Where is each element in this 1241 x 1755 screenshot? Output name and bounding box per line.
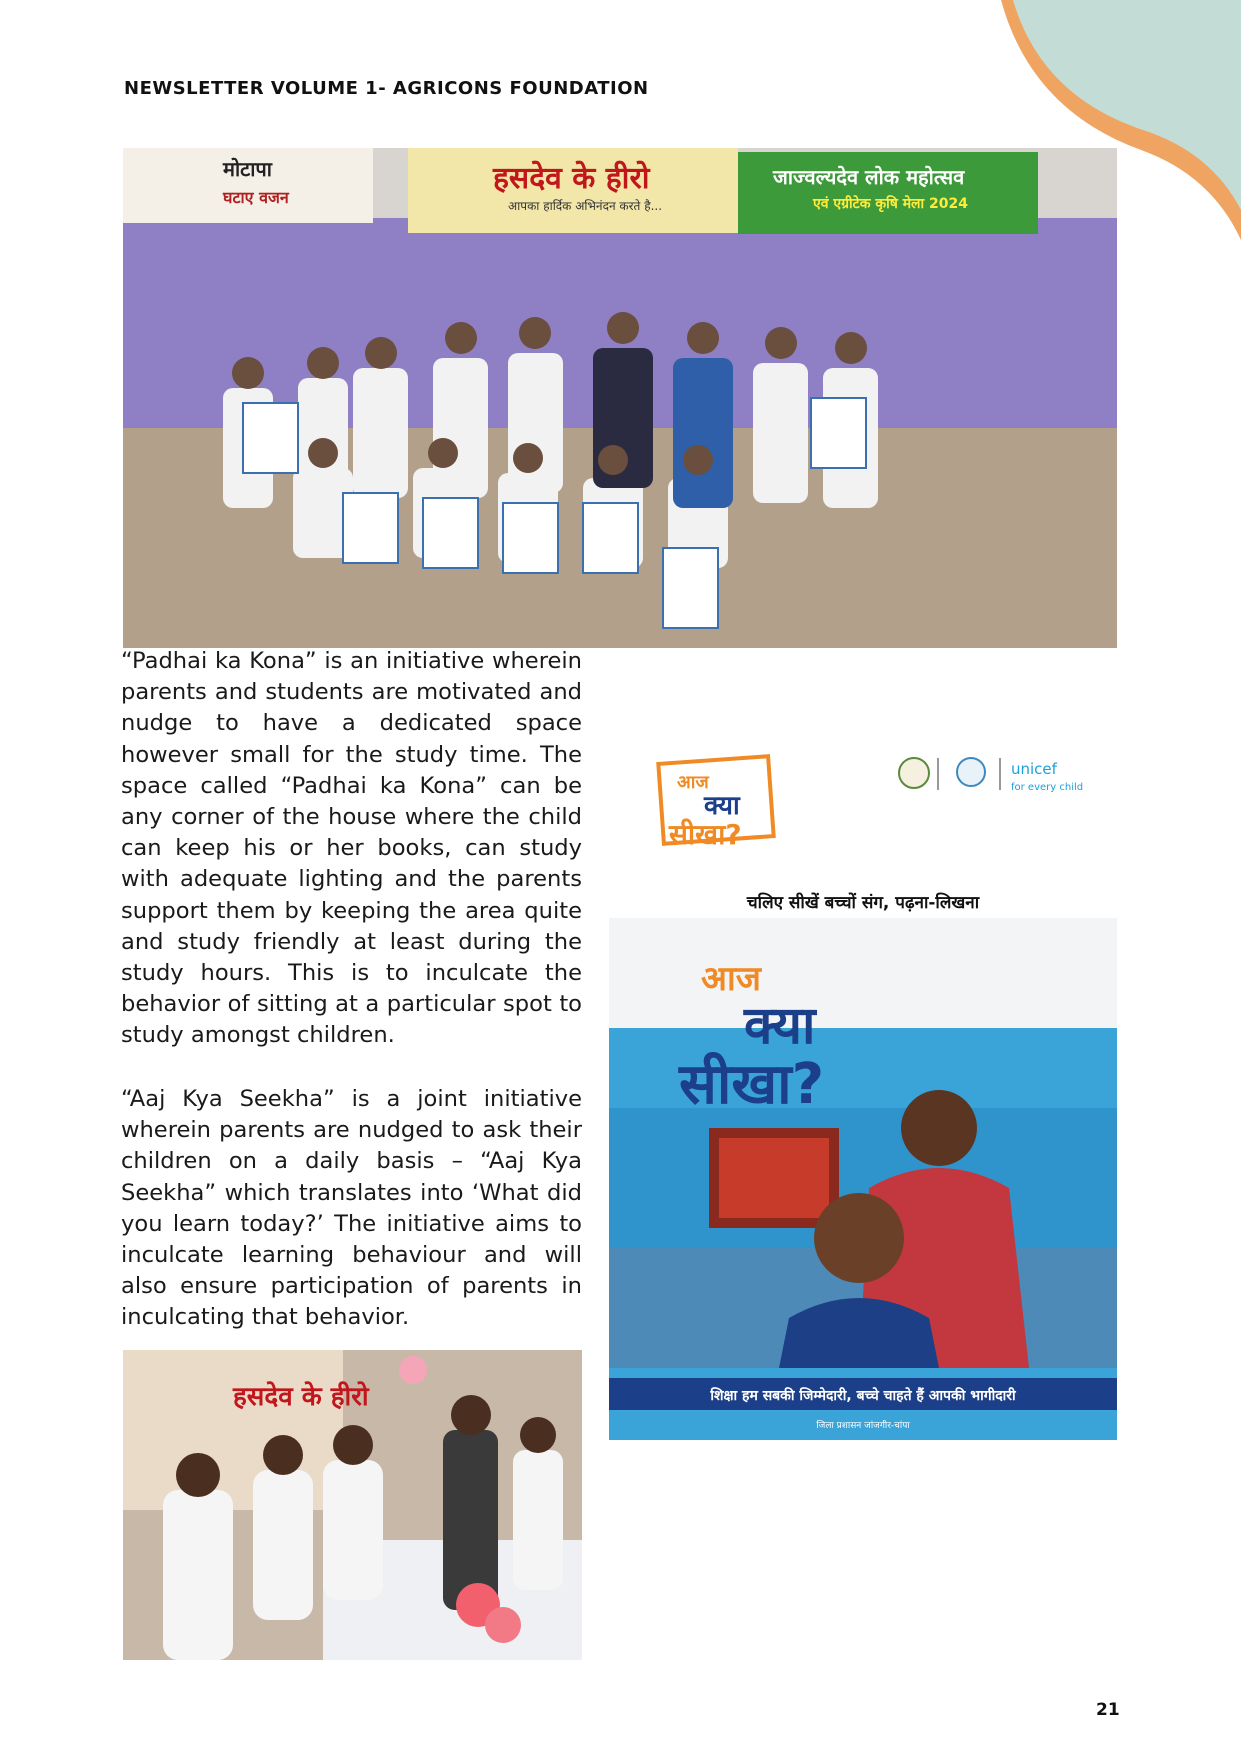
page-number: 21 — [1096, 1700, 1120, 1720]
logo-line-3: सीखा? — [669, 818, 742, 851]
poster-big-title-1: आज — [701, 959, 761, 999]
poster-footer-text: शिक्षा हम सबकी जिम्मेदारी, बच्चे चाहते हैं आपकी भागीदारी — [710, 1388, 1016, 1404]
banner-festival-text: जाज्वल्यदेव लोक महोत्सव — [773, 165, 965, 189]
district-logo-icon — [957, 758, 985, 786]
girl-face — [814, 1193, 904, 1283]
unicef-tagline: for every child — [1011, 782, 1084, 793]
group-photo — [123, 148, 1117, 648]
govt-emblem-icon — [899, 758, 929, 788]
banner-obesity-text: मोटापा — [223, 157, 272, 181]
banner-hasdev-sub: आपका हार्दिक अभिनंदन करते है... — [508, 199, 663, 213]
logo-line-2: क्या — [704, 791, 740, 821]
poster-big-title-2: क्या — [744, 996, 816, 1056]
woman-face — [901, 1090, 977, 1166]
unicef-logo-text: unicef — [1011, 760, 1057, 778]
newsletter-title: NEWSLETTER VOLUME 1- AGRICONS FOUNDATION — [124, 78, 649, 99]
paragraph-padhai-ka-kona: “Padhai ka Kona” is an initiative wherein parents and students are motivated and nudge to have a dedicated space however small for the study time. The space called “Padhai ka Kona” can be any corner of the house where the child can keep his or her books, can study with adequate lighting and the parents support them by keeping the area quite and study friendly at least during the study hours. This is to inculcate the behavior of sitting at a particular spot to study amongst children. — [121, 648, 582, 1049]
stall-photo — [123, 1350, 582, 1660]
stall-banner-text: हसदेव के हीरो — [233, 1382, 369, 1412]
banner-festival-sub: एवं एग्रीटेक कृषि मेला 2024 — [813, 196, 969, 212]
poster-big-title-3: सीखा? — [679, 1052, 825, 1117]
poster-tagline-1: चलिए सीखें बच्चों संग, पढ़ना-लिखना — [746, 893, 980, 913]
banner-hasdev-text: हसदेव के हीरो — [493, 161, 650, 196]
poster-footer-small: जिला प्रशासन जांजगीर-चांपा — [816, 1421, 910, 1431]
logo-line-1: आज — [677, 772, 709, 793]
banner-obesity-text-2: घटाए वजन — [223, 188, 289, 207]
paragraph-aaj-kya-seekha: “Aaj Kya Seekha” is a joint initiative wherein parents are nudged to ask their children on a daily basis – “Aaj Kya Seekha” which translates into ‘What did you learn today?’ The initiative aims to inculcate learning behaviour and will also ensure participation of parents in inculcating that behavior. — [121, 1086, 582, 1331]
aaj-kya-seekha-poster — [609, 748, 1117, 1440]
